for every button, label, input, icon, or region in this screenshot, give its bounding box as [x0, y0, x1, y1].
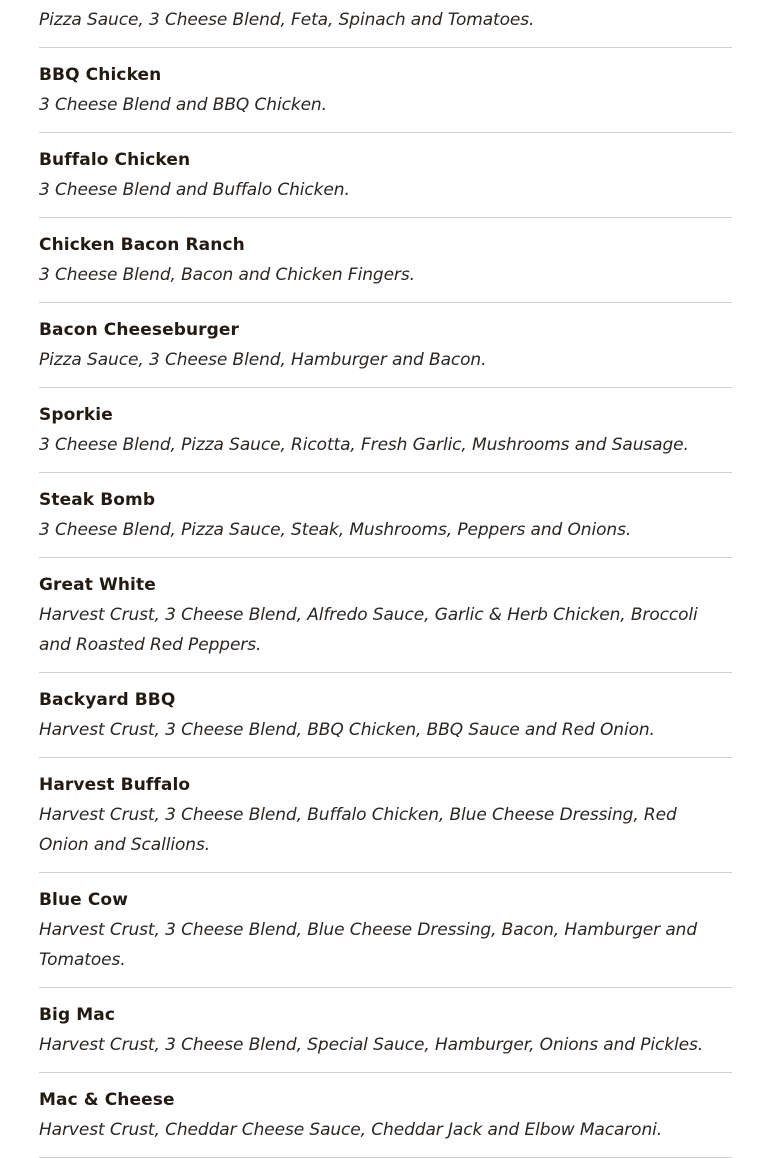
menu-item-name: Big Mac — [39, 1005, 116, 1025]
menu-item-name: Great White — [39, 575, 156, 595]
menu-item-name: Mac & Cheese — [39, 1090, 175, 1110]
menu-item — [39, 558, 732, 673]
menu-item — [39, 133, 732, 218]
menu-item-name: Steak Bomb — [39, 490, 156, 510]
menu-item-name: Buffalo Chicken — [39, 150, 191, 170]
menu-item — [39, 758, 732, 873]
pizza-menu-list — [39, 0, 732, 1158]
menu-item-description: 3 Cheese Blend and Buffalo Chicken. — [39, 180, 350, 200]
menu-item-name: Bacon Cheeseburger — [39, 320, 240, 340]
menu-item-name: Chicken Bacon Ranch — [39, 235, 245, 255]
menu-item — [39, 1073, 732, 1158]
menu-item-name: BBQ Chicken — [39, 65, 162, 85]
menu-item-description: Harvest Crust, Cheddar Cheese Sauce, Cheddar Jack and Elbow Macaroni. — [39, 1120, 663, 1140]
menu-item-description: 3 Cheese Blend and BBQ Chicken. — [39, 95, 327, 115]
menu-item-name: Blue Cow — [39, 890, 128, 910]
menu-item-description: Pizza Sauce, 3 Cheese Blend, Hamburger and Bacon. — [39, 350, 487, 370]
menu-item — [39, 473, 732, 558]
menu-item — [39, 873, 732, 988]
menu-item-name: Sporkie — [39, 405, 113, 425]
menu-item — [39, 48, 732, 133]
menu-item-description: Harvest Crust, 3 Cheese Blend, Buffalo Chicken, Blue Cheese Dressing, Red Onion and Scallions. — [39, 805, 677, 855]
menu-item-description: Harvest Crust, 3 Cheese Blend, Blue Cheese Dressing, Bacon, Hamburger and Tomatoes. — [39, 920, 698, 970]
menu-item — [39, 0, 732, 48]
menu-item-description: 3 Cheese Blend, Pizza Sauce, Steak, Mushrooms, Peppers and Onions. — [39, 520, 632, 540]
menu-item-description: Pizza Sauce, 3 Cheese Blend, Feta, Spinach and Tomatoes. — [39, 10, 535, 30]
menu-item-name: Backyard BBQ — [39, 690, 176, 710]
menu-item-description: Harvest Crust, 3 Cheese Blend, Alfredo Sauce, Garlic & Herb Chicken, Broccoli and Roasted Red Peppers. — [39, 605, 698, 655]
menu-item — [39, 673, 732, 758]
menu-item — [39, 388, 732, 473]
menu-item-description: Harvest Crust, 3 Cheese Blend, Special Sauce, Hamburger, Onions and Pickles. — [39, 1035, 704, 1055]
menu-item-description: 3 Cheese Blend, Bacon and Chicken Fingers. — [39, 265, 415, 285]
menu-item-description: 3 Cheese Blend, Pizza Sauce, Ricotta, Fresh Garlic, Mushrooms and Sausage. — [39, 435, 689, 455]
menu-item — [39, 988, 732, 1073]
menu-item-name: Harvest Buffalo — [39, 775, 191, 795]
menu-item — [39, 218, 732, 303]
menu-item-description: Harvest Crust, 3 Cheese Blend, BBQ Chicken, BBQ Sauce and Red Onion. — [39, 720, 655, 740]
menu-item-name — [39, 0, 732, 2]
menu-item — [39, 303, 732, 388]
